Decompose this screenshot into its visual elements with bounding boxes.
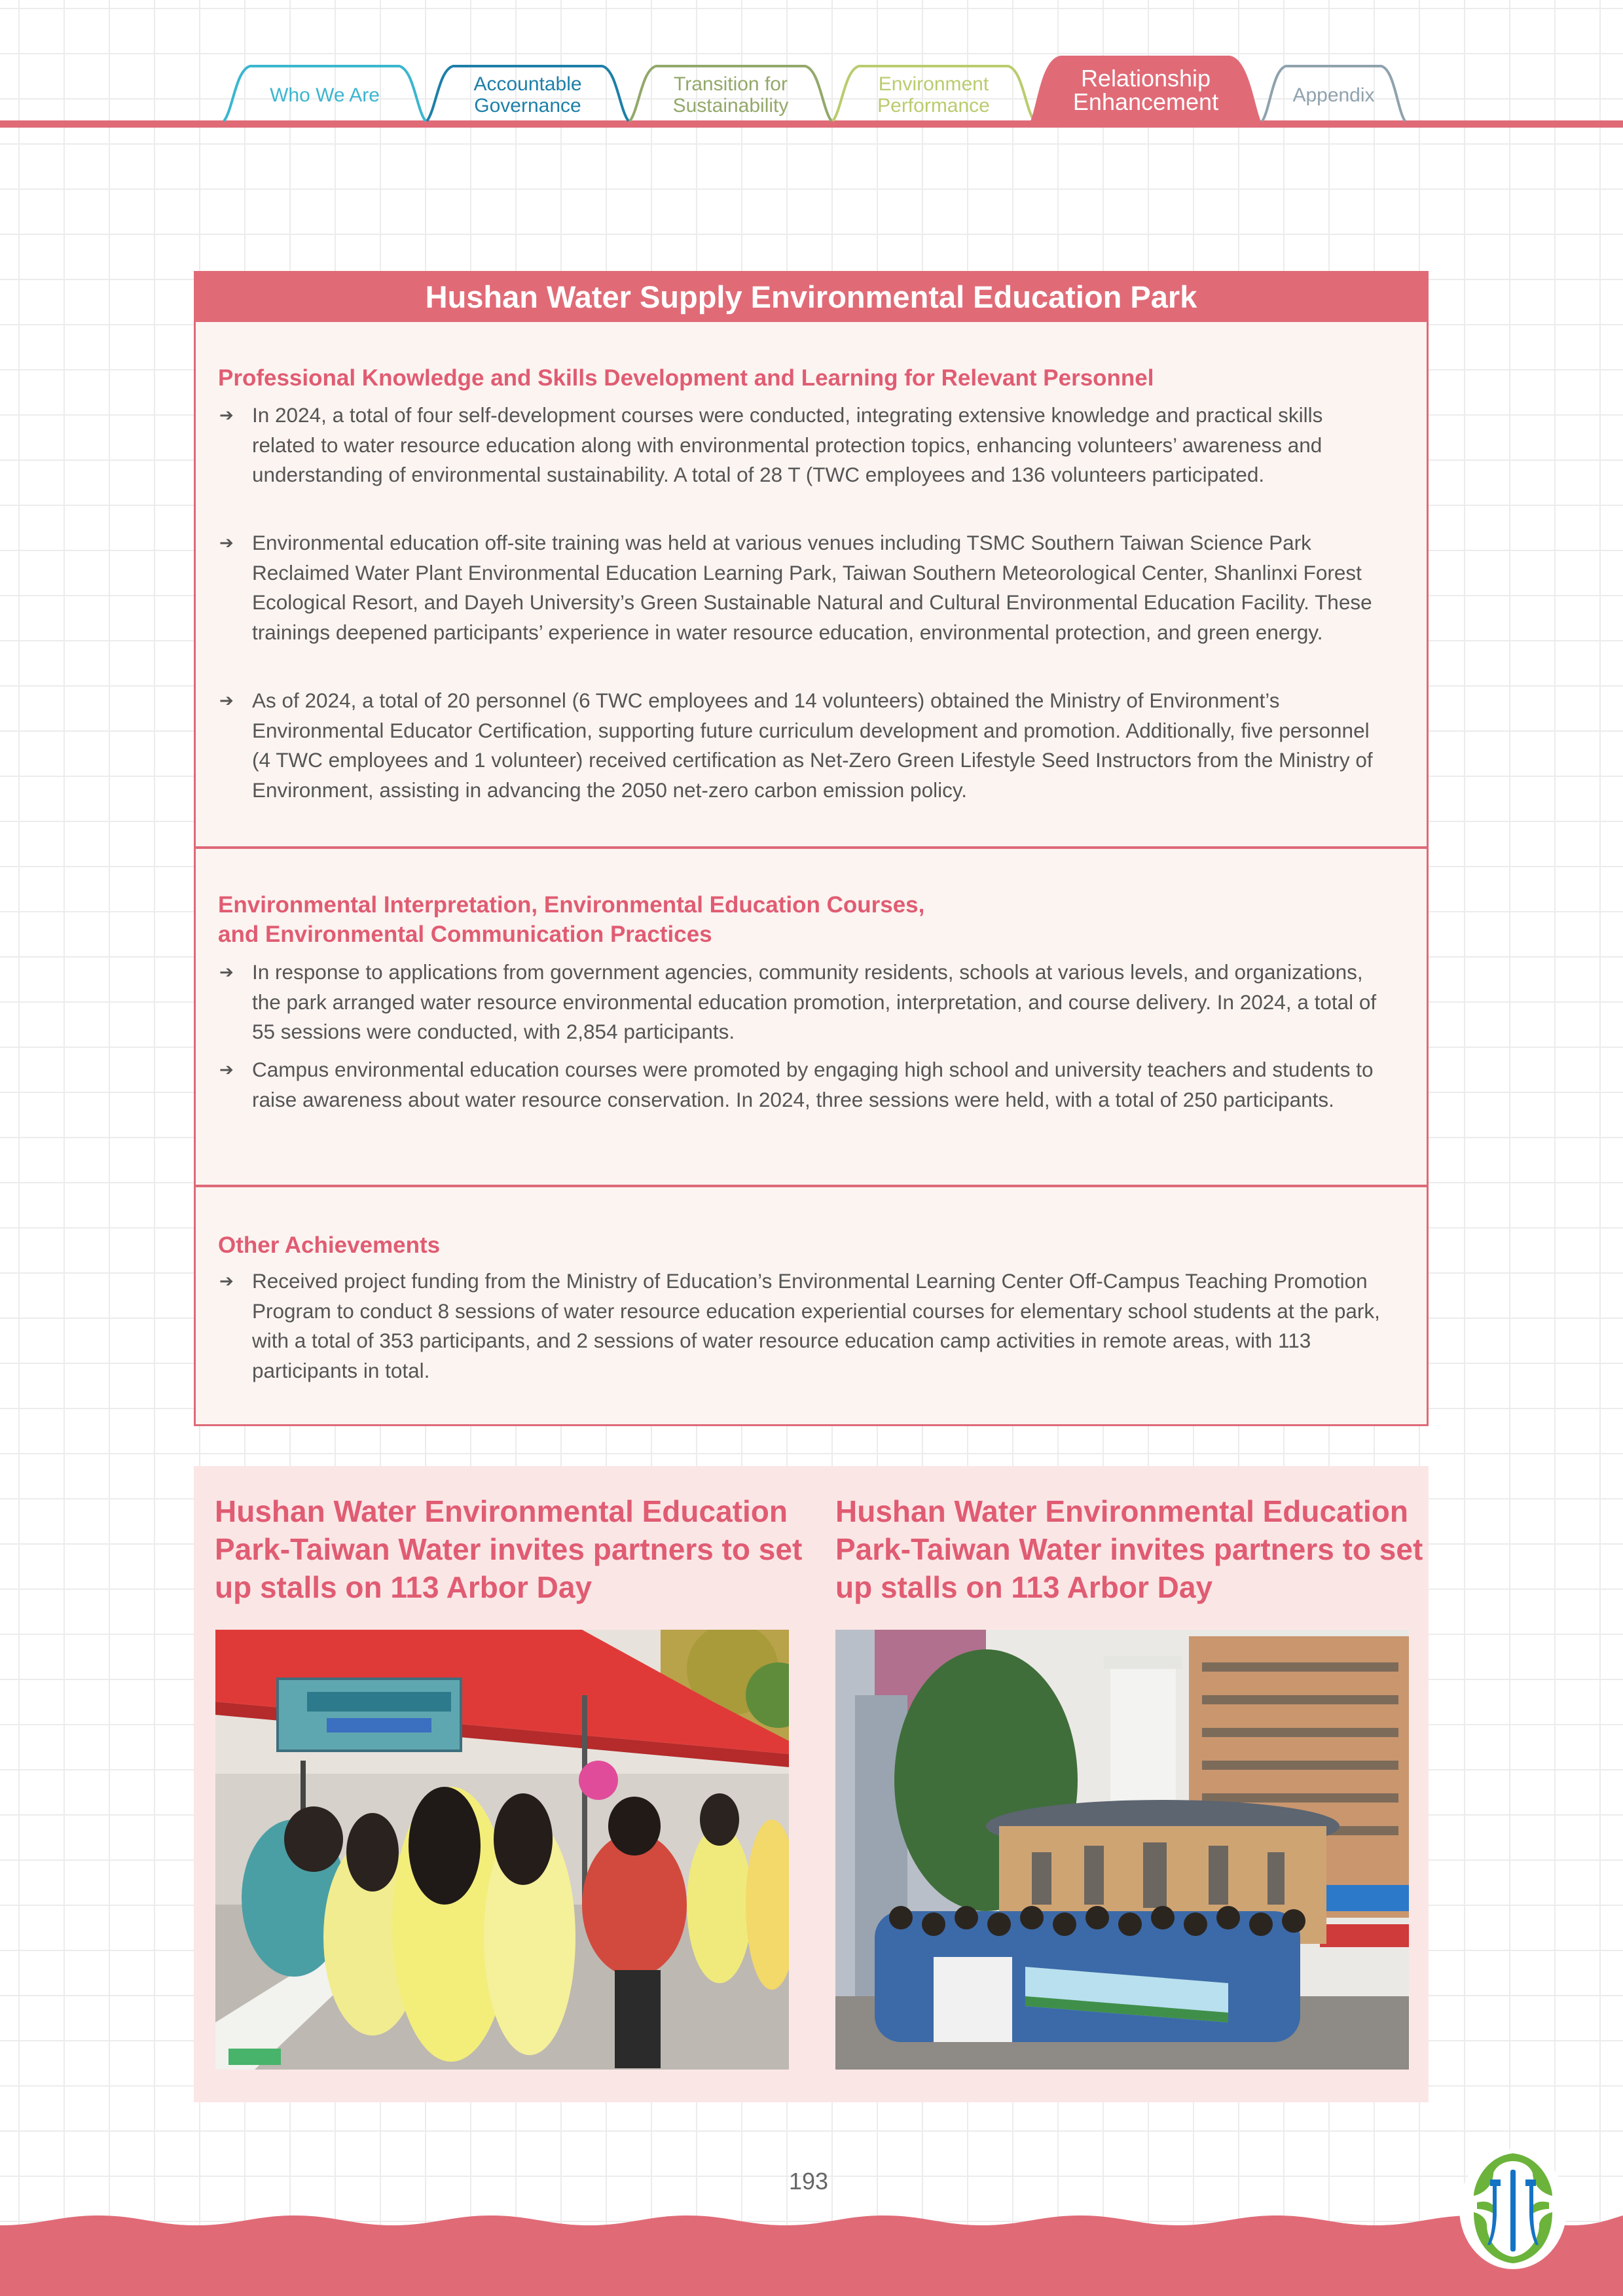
- tab-environment-performance[interactable]: [830, 63, 1037, 122]
- photo-panel: [194, 1466, 1429, 2102]
- section-title: Environmental Interpretation, Environmental Education Courses, and Environmental Communication Practices: [218, 892, 925, 947]
- info-box: [194, 271, 1429, 1426]
- footer-wave: [0, 2212, 1623, 2296]
- box-title: Hushan Water Supply Environmental Education Park: [194, 271, 1429, 322]
- photo-image: [215, 1630, 789, 2070]
- tab-label: Who We Are: [270, 84, 380, 106]
- list-item: ➔ As of 2024, a total of 20 personnel (6 TWC employees and 14 volunteers) obtained the Ministry of Environment’s Environmental Educator Certification, supporting future curriculum development and promotion. Additionally, five personnel (4 TWC employees and 1 volunteer) received certification as Net-Zero Green Lifestyle Seed Instructors from the Ministry of Environment, assisting in advancing the 2050 net-zero carbon emission policy.: [219, 686, 1391, 805]
- list-item: ➔ Environmental education off-site training was held at various venues including TSMC Southern Taiwan Science Park Reclaimed Water Plant Environmental Education Learning Park, Taiwan Southern Meteorological Center, Shanlinxi Forest Ecological Resort, and Dayeh University’s Green Sustainable Natural and Cultural Environmental Education Facility. These trainings deepened participants’ experience in water resource education, environmental protection, and green energy.: [219, 528, 1391, 647]
- tab-label: Appendix: [1292, 84, 1375, 106]
- photo-caption: Hushan Water Environmental Education Park-Taiwan Water invites partners to set up stalls on 113 Arbor Day: [215, 1494, 803, 1604]
- list-item: ➔ Received project funding from the Ministry of Education’s Environmental Learning Center Off-Campus Teaching Promotion Program to conduct 8 sessions of water resource education experiential courses for elementary school students at the park, with a total of 353 participants, and 2 sessions of water resource education camp activities in remote areas, with 113 participants in total.: [219, 1266, 1391, 1386]
- group-photo: [835, 1630, 1409, 2070]
- section-nav: [0, 0, 1623, 131]
- section-divider: [196, 1185, 1427, 1187]
- list-item: ➔ Campus environmental education courses were promoted by engaging high school and university teachers and students to raise awareness about water resource conservation. In 2024, three sessions were held, with a total of 250 participants.: [219, 1055, 1391, 1115]
- page-number: 193: [789, 2168, 829, 2195]
- section-divider: [196, 846, 1427, 849]
- tab-label: Transition for Sustainability: [672, 73, 789, 117]
- section-title: Other Achievements: [218, 1232, 441, 1258]
- arrow-right-icon: ➔: [219, 405, 234, 425]
- tab-accountable-governance[interactable]: [424, 63, 631, 122]
- arrow-right-icon: ➔: [219, 1060, 234, 1079]
- stall-crowd-photo: [215, 1630, 789, 2070]
- tab-label: Accountable Governance: [473, 73, 582, 117]
- taiwan-water-logo: [1457, 2147, 1569, 2271]
- tab-appendix[interactable]: [1260, 63, 1408, 122]
- tab-label: Relationship Enhancement: [1072, 65, 1219, 115]
- arrow-right-icon: ➔: [219, 1271, 234, 1291]
- tab-relationship-enhancement[interactable]: [1021, 54, 1270, 127]
- arrow-right-icon: ➔: [219, 691, 234, 710]
- list-item: ➔ In response to applications from government agencies, community residents, schools at various levels, and organizations, the park arranged water resource environmental education promotion, interpretation, and course delivery. In 2024, a total of 55 sessions were conducted, with 2,854 participants.: [219, 958, 1391, 1047]
- tab-label: Environment Performance: [877, 73, 990, 117]
- tab-who-we-are[interactable]: [221, 63, 428, 122]
- section-title: Professional Knowledge and Skills Development and Learning for Relevant Personnel: [218, 365, 1154, 391]
- arrow-right-icon: ➔: [219, 962, 234, 982]
- tab-transition-for-sustainability[interactable]: [627, 63, 834, 122]
- arrow-right-icon: ➔: [219, 533, 234, 552]
- list-item: ➔ In 2024, a total of four self-development courses were conducted, integrating extensive knowledge and practical skills related to water resource education along with environmental protection topics, enhancing volunteers’ awareness and understanding of environmental sustainability. A total of 28 T (TWC employees and 136 volunteers participated.: [219, 401, 1391, 490]
- photo-caption: Hushan Water Environmental Education Park-Taiwan Water invites partners to set up stalls on 113 Arbor Day: [835, 1494, 1423, 1604]
- photo-image: [835, 1630, 1409, 2070]
